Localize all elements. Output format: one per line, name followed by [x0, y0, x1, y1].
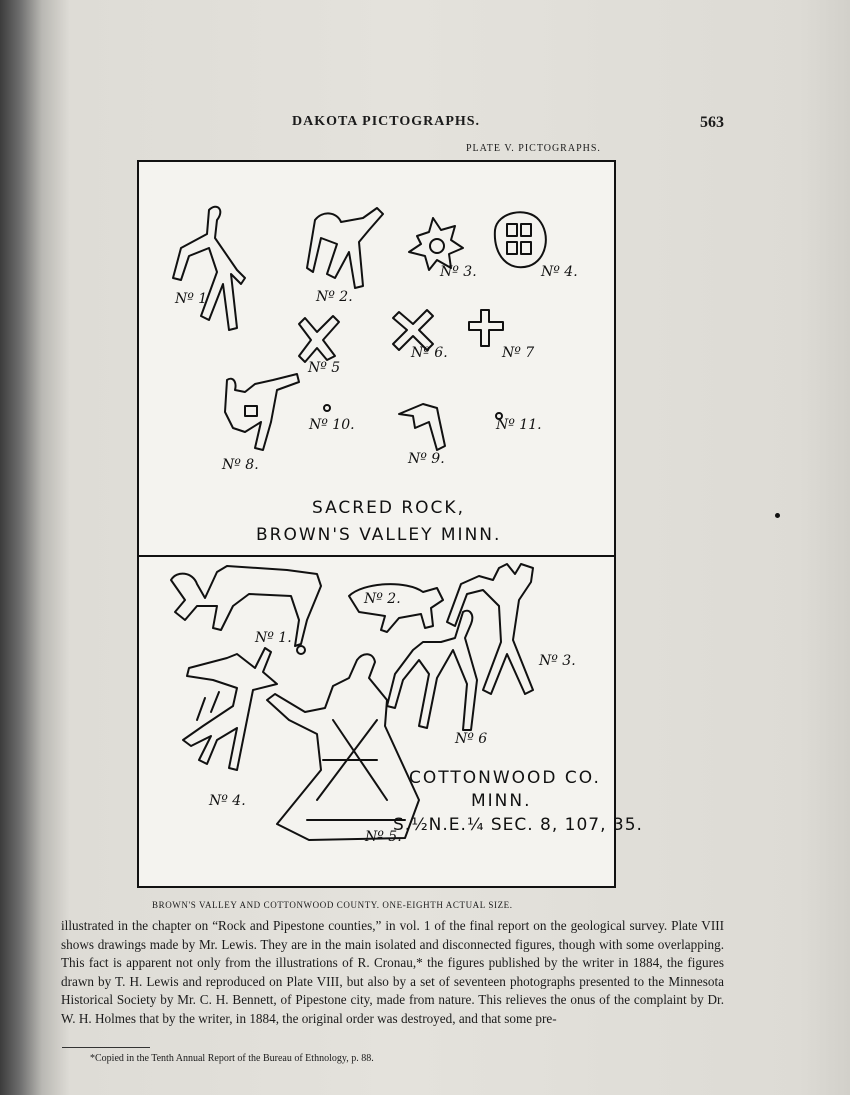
upper-label-10: Nº 10. — [309, 417, 355, 433]
lower-label-1: Nº 1. — [255, 630, 292, 646]
upper-figure-1 — [173, 207, 245, 330]
lower-label-4: Nº 4. — [209, 793, 246, 809]
lower-figure-5 — [267, 654, 419, 840]
upper-figure-5 — [299, 316, 339, 362]
upper-figure-6 — [393, 310, 433, 350]
upper-figure-2 — [307, 208, 383, 288]
upper-label-6: Nº 6. — [411, 345, 448, 361]
footnote-rule — [62, 1047, 150, 1048]
page-number: 563 — [700, 114, 724, 131]
running-title: DAKOTA PICTOGRAPHS. — [292, 114, 481, 129]
upper-label-3: Nº 3. — [440, 264, 477, 280]
lower-figure-1 — [171, 566, 321, 654]
lower-label-2: Nº 2. — [364, 591, 401, 607]
body-text — [61, 917, 724, 1028]
upper-figure-3 — [409, 218, 463, 270]
lower-site-line-2: MINN. — [471, 791, 532, 811]
upper-label-9: Nº 9. — [408, 451, 445, 467]
lower-label-6: Nº 6 — [455, 731, 488, 747]
lower-figure-3 — [447, 564, 533, 694]
upper-figure-10 — [324, 405, 330, 411]
plate-label: PLATE V. PICTOGRAPHS. — [466, 143, 601, 154]
upper-label-4: Nº 4. — [541, 264, 578, 280]
body-paragraph: illustrated in the chapter on “Rock and Pipestone counties,” in vol. 1 of the final report on the geological survey. Plate VIII shows drawings made by Mr. Lewis. They are in the main isolated and disconnected figures, though with some overlapping. This fact is apparent not only from the illustrations of R. Cronau,* the figures published by the writer in 1884, the figures drawn by T. H. Lewis and reproduced on Plate VIII, but also by a set of seventeen photographs presented to the Minnesota Historical Society by Mr. C. H. Bennett, of Pipestone city, made from nature. This relieves the onus of the complaint by Dr. W. H. Holmes that by the writer, in 1884, the original order was destroyed, and that some pre- — [61, 918, 724, 1026]
upper-figure-7 — [469, 310, 503, 346]
upper-label-11: Nº 11. — [496, 417, 542, 433]
lower-figure-6 — [387, 611, 477, 730]
upper-label-2: Nº 2. — [316, 289, 353, 305]
upper-label-7: Nº 7 — [502, 345, 535, 361]
upper-label-5: Nº 5 — [308, 360, 341, 376]
ink-spot — [775, 513, 780, 518]
upper-site-line-2: BROWN'S VALLEY MINN. — [256, 525, 502, 545]
lower-label-5: Nº 5. — [365, 829, 402, 845]
lower-figure-4 — [183, 648, 277, 770]
lower-site-line-1: COTTONWOOD CO. — [409, 768, 601, 788]
upper-label-1: Nº 1 — [175, 291, 208, 307]
upper-figure-9 — [399, 404, 445, 450]
plate-caption: BROWN'S VALLEY AND COTTONWOOD COUNTY. ONE-EIGHTH ACTUAL SIZE. — [152, 900, 513, 910]
footnote: *Copied in the Tenth Annual Report of the Bureau of Ethnology, p. 88. — [90, 1053, 374, 1064]
lower-site-line-3: S.½N.E.¼ SEC. 8, 107, 35. — [393, 815, 643, 835]
upper-figure-8 — [225, 374, 299, 450]
upper-label-8: Nº 8. — [222, 457, 259, 473]
upper-site-line-1: SACRED ROCK, — [312, 498, 465, 518]
upper-figure-4 — [495, 212, 546, 267]
lower-label-3: Nº 3. — [539, 653, 576, 669]
